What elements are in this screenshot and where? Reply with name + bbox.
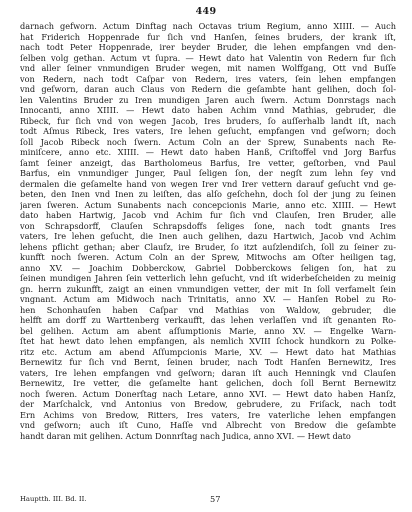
text-line: ſelben volg gethan. Actum vt ſupra. — Hewt dato hat Valentin von Redern fur ſich bbox=[20, 52, 396, 63]
text-line: gn. herrn zukunfft, zaigt an einen vnmundigen vetter, der mit In ſoll verfamelt ſein bbox=[20, 283, 396, 294]
text-line: anno XV. — Joachim Dobberckow, Gabriel Dobberckows ſeligen ſon, hat zu bbox=[20, 262, 396, 273]
text-line: dermalen die geſamelte hand von wegen Irer vnd Irer vettern darauf geſucht vnd ge- bbox=[20, 178, 396, 189]
text-line: vaters, Ire lehen geſucht, die Inen auch gelihen, dazu Hartwich, Jacob vnd Achim bbox=[20, 231, 396, 241]
text-line: der Marſchalck, vnd Antonius von Bredow, gebrudere, zu Friſack, nach todt bbox=[20, 399, 396, 409]
text-line: ſamt ſeiner anzeigt, das Bartholomeus Barfus, Ire vetter, geſtorben, vnd Paul bbox=[20, 157, 396, 168]
sheet-number: 57 bbox=[210, 494, 221, 504]
text-line: ſeinen mundigen Jahren ſein vetterlich lehn geſucht, vnd iſt widerbeſcheiden zu meinig bbox=[20, 273, 396, 283]
text-line: helfft am dorff zu Warttenberg verkaufft, das lehen verlaſſen vnd iſt genanten Ro- bbox=[20, 315, 396, 325]
text-line: Barfus, ein vnmundiger Junger, Paul ſeligen ſon, der negſt zum lehn ſey vnd bbox=[20, 168, 396, 178]
signature-mark: Hauptth. III. Bd. II. bbox=[20, 495, 87, 503]
text-line: len Valentins Bruder zu Iren mundigen Jaren auch ſwern. Actum Donrstags nach bbox=[20, 94, 396, 105]
text-line: vnd geſworn, daran auch Claus von Redern die geſambte hant gelihen, doch ſol- bbox=[20, 84, 396, 94]
text-line: vaters, Ire lehen empfangen vnd geſworn; daran iſt auch Henningk vnd Clauſen bbox=[20, 367, 396, 378]
text-line: miniſcere, anno etc. XIIII. — Hewt dato haben Hanß, Criſtoffel vnd Jorg Barfus bbox=[20, 147, 396, 157]
text-line: vnd aller ſeiner vnmundigen Bruder wegen, mit namen Wolffgang, Ott vnd Buſſe bbox=[20, 63, 396, 73]
text-line: bel gelihen. Actum am abent aſſumptionis Marie, anno XV. — Engelke Warn- bbox=[20, 325, 396, 336]
text-line: ſoll Jacob Ribeck noch ſwern. Actum Coln an der Sprew, Sunabents nach Re- bbox=[20, 136, 396, 147]
text-line: handt daran mit gelihen. Actum Donnrſtag nach Judica, anno XVI. — Hewt dato bbox=[20, 430, 351, 441]
text-line: ſtet hat hewt dato lehen empfangen, als nemlich XVIII ſchock hundkorn zu Polke- bbox=[20, 336, 396, 346]
text-line: dato haben Hartwig, Jacob vnd Achim fur ſich vnd Clauſen, Iren Bruder, alle bbox=[20, 210, 396, 220]
text-line: jaren ſweren. Actum Sunabents nach concepcionis Marie, anno etc. XIIII. — Hewt bbox=[20, 199, 396, 210]
text-line: lehens pflicht gethan; aber Clauſz, ire Bruder, ſo itzt auſzlendiſch, ſoll zu ſeiner zu- bbox=[20, 241, 396, 252]
text-line: nach todt Peter Hoppenrade, irer beyder Bruder, die lehen empfangen vnd den- bbox=[20, 42, 396, 52]
text-line: beten, den Inen vnd Inen zu leiſten, das alſo geſchehn, doch ſol der jung zu ſeinen bbox=[20, 189, 396, 199]
text-line: vnd geſworn; auch iſt Cuno, Haſſe vnd Albrecht von Bredow die geſambte bbox=[20, 420, 396, 430]
text-line: Ern Achims von Bredow, Ritters, Ires vaters, Ire vaterliche lehen empfangen bbox=[20, 409, 396, 420]
text-line: kunfft noch ſweren. Actum Coln an der Sprew, Mitwochs am Oſter heiligen tag, bbox=[20, 252, 396, 262]
page-footer bbox=[20, 494, 396, 505]
body-text bbox=[20, 21, 396, 441]
text-line: todt Aſmus Ribeck, Ires vaters, Ire lehen geſucht, empfangen vnd geſworn; doch bbox=[20, 126, 396, 136]
text-line: Innocanti, anno XIIII. — Hewt dato haben Achim vnnd Mathias, gebruder, die bbox=[20, 105, 396, 115]
text-line: ritz etc. Actum am abend Aſſumpcionis Marie, XV. — Hewt dato hat Mathias bbox=[20, 346, 396, 357]
text-line: Ribeck, fur ſich vnd von wegen Jacob, Ires bruders, ſo auſſerhalb landt iſt, nach bbox=[20, 115, 396, 126]
text-line: Bernewitz fur ſich vnd Bernt, ſeinen bruder, nach Todt Hanſen Bernewitz, Ires bbox=[20, 357, 396, 367]
text-line: darnach gefworn. Actum Dinftag nach Octavas trium Regium, anno XIIII. — Auch bbox=[20, 21, 396, 31]
text-line: von Redern, nach todt Caſpar von Redern, ires vaters, ſein lehen empfangen bbox=[20, 73, 396, 84]
text-line: vngnant. Actum am Midwoch nach Trinitatis, anno XV. — Hanſen Robel zu Ro- bbox=[20, 294, 396, 304]
text-line: hen Schonhauſen haben Caſpar vnd Mathias von Waldow, gebruder, die bbox=[20, 304, 396, 315]
text-line: hat Friderich Hoppenrade fur ſich vnd Hanſen, ſeines bruders, der krank iſt, bbox=[20, 31, 396, 42]
page-number: 449 bbox=[195, 6, 217, 17]
text-line: von Schrapsdorff, Clauſen Schrapsdoffs ſeliges ſone, nach todt gnants Ires bbox=[20, 220, 396, 231]
text-line: Bernewitz, Ire vetter, die geſamelte hant gelichen, doch ſoll Bernt Bernewitz bbox=[20, 378, 396, 388]
text-line: noch ſweren. Actum Donerſtag nach Letare, anno XVI. — Hewt dato haben Hanſz, bbox=[20, 388, 396, 399]
